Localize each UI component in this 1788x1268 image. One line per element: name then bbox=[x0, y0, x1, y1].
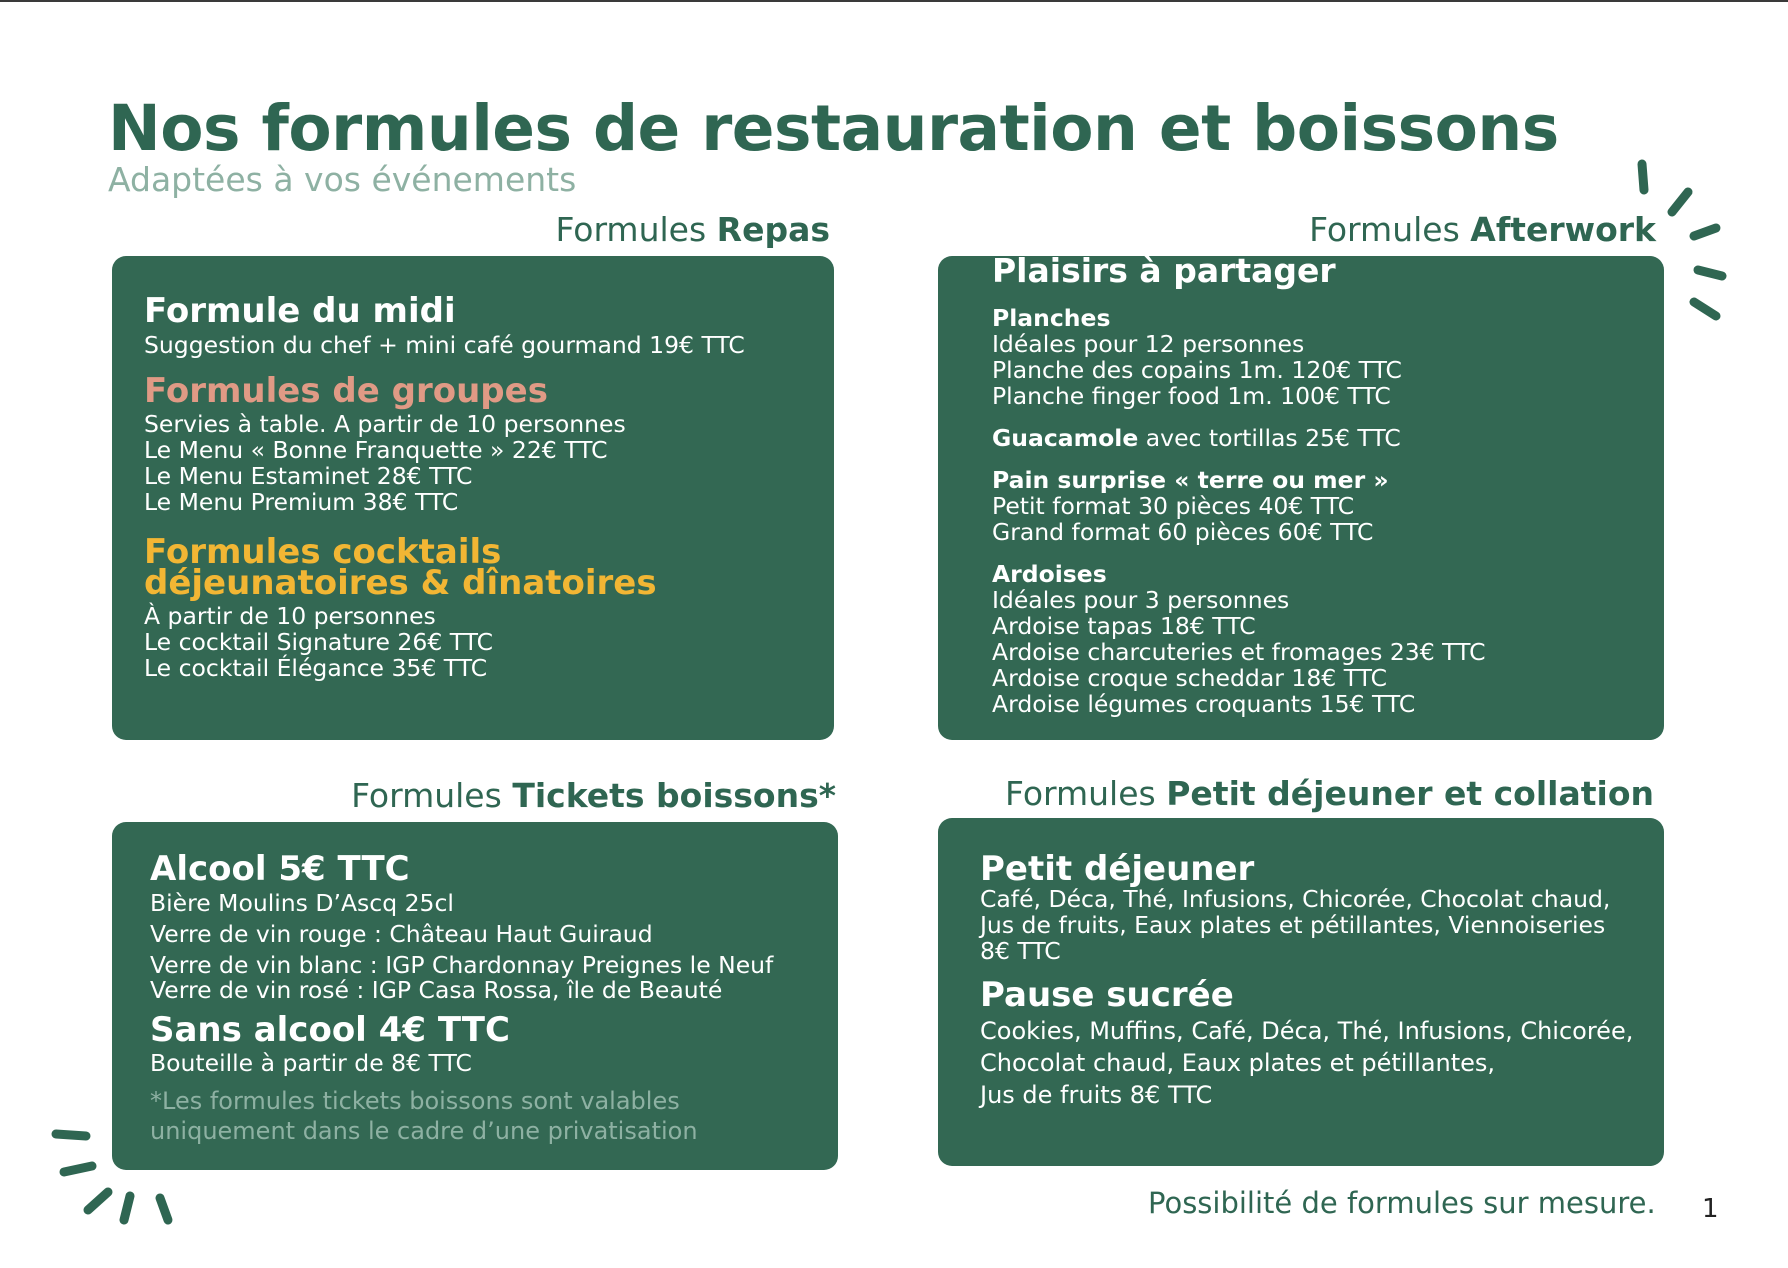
tickets-footnote: *Les formules tickets boissons sont valables bbox=[150, 1087, 680, 1116]
alcool-line: Bière Moulins D’Ascq 25cl bbox=[150, 888, 454, 917]
alcool-title: Alcool 5€ TTC bbox=[150, 849, 410, 889]
cocktails-title-line-1: Formules cocktails bbox=[144, 532, 502, 573]
pain-surprise-title: Pain surprise « terre ou mer » bbox=[992, 465, 1389, 494]
planches-line: Planche finger food 1m. 100€ TTC bbox=[992, 381, 1391, 410]
cocktails-line: Le cocktail Élégance 35€ TTC bbox=[144, 654, 488, 683]
cocktails-line: Le cocktail Signature 26€ TTC bbox=[144, 628, 494, 657]
guacamole-detail: avec tortillas 25€ TTC bbox=[1138, 423, 1401, 452]
pain-surprise-line: Petit format 30 pièces 40€ TTC bbox=[992, 491, 1355, 520]
card-petit-dej bbox=[938, 818, 1664, 1166]
top-rule bbox=[0, 0, 1788, 2]
page-number: 1 bbox=[1702, 1194, 1719, 1224]
petit-dejeuner-line: Café, Déca, Thé, Infusions, Chicorée, Chocolat chaud, bbox=[980, 884, 1611, 913]
page-title: Nos formules de restauration et boissons bbox=[108, 92, 1559, 165]
pain-surprise-line: Grand format 60 pièces 60€ TTC bbox=[992, 517, 1374, 546]
alcool-line: Verre de vin rosé : IGP Casa Rossa, île de Beauté bbox=[150, 975, 723, 1004]
card-repas bbox=[112, 256, 834, 740]
petit-dejeuner-line: 8€ TTC bbox=[980, 936, 1061, 965]
petit-dejeuner-title: Petit déjeuner bbox=[980, 849, 1255, 889]
tickets-footnote: uniquement dans le cadre d’une privatisation bbox=[150, 1117, 698, 1146]
pause-sucree-line: Chocolat chaud, Eaux plates et pétillantes, bbox=[980, 1049, 1496, 1078]
ardoises-line: Idéales pour 3 personnes bbox=[992, 585, 1290, 614]
guacamole-name: Guacamole bbox=[992, 423, 1139, 452]
formule-midi-line: Suggestion du chef + mini café gourmand 19€ TTC bbox=[144, 330, 745, 359]
heading-tickets: Formules Tickets boissons* bbox=[351, 776, 836, 815]
planches-line: Planche des copains 1m. 120€ TTC bbox=[992, 355, 1402, 384]
ardoises-line: Ardoise légumes croquants 15€ TTC bbox=[992, 689, 1416, 718]
formule-midi-title: Formule du midi bbox=[144, 291, 456, 331]
groupes-line: Servies à table. A partir de 10 personnes bbox=[144, 410, 626, 439]
footer-note: Possibilité de formules sur mesure. bbox=[1148, 1186, 1656, 1220]
sans-alcool-line: Bouteille à partir de 8€ TTC bbox=[150, 1049, 472, 1078]
plaisirs-title: Plaisirs à partager bbox=[992, 251, 1336, 290]
groupes-line: Le Menu « Bonne Franquette » 22€ TTC bbox=[144, 436, 608, 465]
cocktails-line: À partir de 10 personnes bbox=[144, 602, 436, 631]
pause-sucree-line: Jus de fruits 8€ TTC bbox=[980, 1081, 1213, 1110]
groupes-line: Le Menu Estaminet 28€ TTC bbox=[144, 462, 473, 491]
ardoises-line: Ardoise croque scheddar 18€ TTC bbox=[992, 663, 1388, 692]
groupes-line: Le Menu Premium 38€ TTC bbox=[144, 488, 459, 517]
page-subtitle: Adaptées à vos événements bbox=[108, 160, 577, 199]
alcool-line: Verre de vin blanc : IGP Chardonnay Preignes le Neuf bbox=[150, 950, 774, 979]
guacamole-line bbox=[992, 425, 1664, 451]
pause-sucree-line: Cookies, Muffins, Café, Déca, Thé, Infusions, Chicorée, bbox=[980, 1017, 1634, 1046]
ardoises-line: Ardoise tapas 18€ TTC bbox=[992, 611, 1256, 640]
formules-cocktails-title bbox=[144, 532, 834, 604]
heading-afterwork: Formules Afterwork bbox=[1309, 210, 1656, 249]
card-tickets bbox=[112, 822, 838, 1170]
cocktails-title-line-2: déjeunatoires & dînatoires bbox=[144, 563, 657, 604]
petit-dejeuner-line: Jus de fruits, Eaux plates et pétillantes, Viennoiseries bbox=[980, 910, 1606, 939]
ardoises-line: Ardoise charcuteries et fromages 23€ TTC bbox=[992, 637, 1486, 666]
heading-petit-dej: Formules Petit déjeuner et collation bbox=[1005, 774, 1654, 813]
alcool-line: Verre de vin rouge : Château Haut Guiraud bbox=[150, 919, 653, 948]
planches-line: Idéales pour 12 personnes bbox=[992, 329, 1305, 358]
card-afterwork bbox=[938, 251, 1664, 740]
ardoises-title: Ardoises bbox=[992, 559, 1107, 588]
sans-alcool-title: Sans alcool 4€ TTC bbox=[150, 1009, 510, 1050]
heading-repas: Formules Repas bbox=[555, 210, 830, 249]
pause-sucree-title: Pause sucrée bbox=[980, 974, 1234, 1015]
planches-title: Planches bbox=[992, 303, 1111, 332]
formules-groupes-title: Formules de groupes bbox=[144, 370, 548, 411]
